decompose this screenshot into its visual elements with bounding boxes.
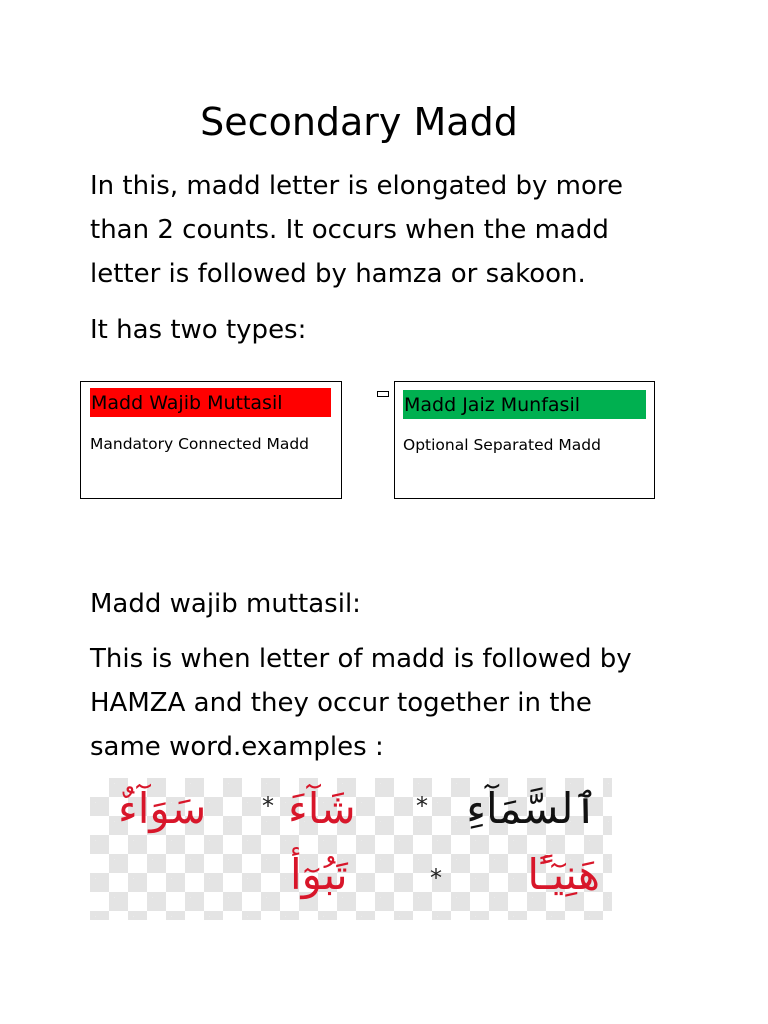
example-word: هَنِيٓـًٔا: [527, 850, 600, 899]
separator-star: *: [430, 864, 442, 892]
separator-star: *: [416, 792, 428, 820]
connector-marker: [377, 391, 389, 397]
separator-star: *: [262, 792, 274, 820]
example-word: سَوَآءٌ: [118, 784, 207, 833]
intro-line: than 2 counts. It occurs when the madd: [90, 215, 609, 245]
intro-paragraph: [90, 164, 690, 296]
section-heading: Madd wajib muttasil:: [90, 589, 361, 619]
page-title: Secondary Madd: [200, 100, 518, 144]
type-desc-wajib: Mandatory Connected Madd: [90, 435, 310, 453]
example-word: ٱلسَّمَآءِ: [466, 784, 598, 833]
intro-line: letter is followed by hamza or sakoon.: [90, 259, 586, 289]
section-line: This is when letter of madd is followed by: [90, 644, 632, 674]
example-word: شَآءَ: [288, 784, 356, 833]
type-name-wajib: Madd Wajib Muttasil: [90, 388, 331, 417]
section-paragraph: [90, 637, 690, 769]
type-box-jaiz: [394, 381, 655, 499]
examples-image: [90, 778, 612, 920]
type-desc-jaiz: Optional Separated Madd: [403, 436, 601, 454]
intro-line: In this, madd letter is elongated by more: [90, 171, 624, 201]
type-box-wajib: [80, 381, 342, 499]
type-name-jaiz: Madd Jaiz Munfasil: [403, 390, 646, 419]
section-line: same word.examples :: [90, 732, 384, 762]
types-heading: It has two types:: [90, 315, 307, 345]
example-word: تَبُوٓأ: [290, 850, 348, 899]
section-line: HAMZA and they occur together in the: [90, 688, 592, 718]
